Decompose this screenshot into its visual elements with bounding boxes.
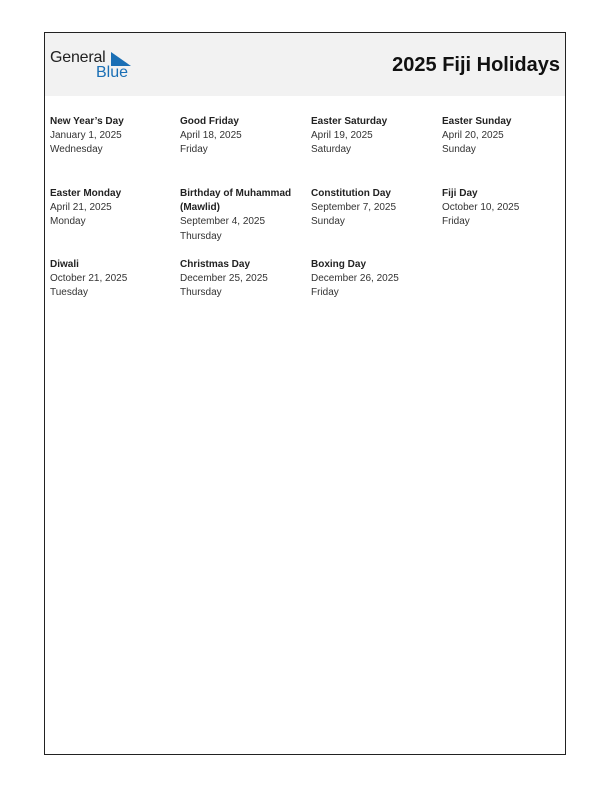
holiday-item <box>442 187 568 230</box>
holiday-item <box>311 115 437 158</box>
generalblue-logo <box>50 49 140 83</box>
holiday-weekday: Tuesday <box>50 287 88 299</box>
holiday-name: Christmas Day <box>180 259 251 270</box>
holiday-name: Easter Monday <box>50 188 122 199</box>
holiday-weekday: Saturday <box>311 144 352 156</box>
holiday-date: October 21, 2025 <box>50 273 128 285</box>
holiday-name: Good Friday <box>180 116 239 127</box>
holiday-item <box>311 258 437 301</box>
holiday-date: December 25, 2025 <box>180 273 268 285</box>
logo-text-general: General <box>50 49 106 66</box>
holiday-name: Easter Sunday <box>442 116 512 127</box>
holiday-name: Birthday of Muhammad (Mawlid) <box>180 188 292 214</box>
holiday-weekday: Thursday <box>180 287 222 299</box>
holiday-date: April 19, 2025 <box>311 130 373 142</box>
holiday-weekday: Friday <box>311 287 339 299</box>
holiday-item <box>50 258 176 301</box>
holiday-item <box>311 187 437 230</box>
holiday-date: January 1, 2025 <box>50 130 122 142</box>
holiday-date: October 10, 2025 <box>442 202 520 214</box>
holiday-name: Fiji Day <box>442 188 478 199</box>
holiday-name: New Year’s Day <box>50 116 124 127</box>
holiday-item <box>180 258 306 301</box>
holiday-name: Easter Saturday <box>311 116 388 127</box>
holiday-item <box>180 115 306 158</box>
page-frame <box>44 32 566 755</box>
holiday-date: September 4, 2025 <box>180 216 266 228</box>
holiday-name: Boxing Day <box>311 259 367 270</box>
logo-text-blue: Blue <box>96 64 129 81</box>
holiday-weekday: Thursday <box>180 230 222 242</box>
holiday-item <box>442 115 568 158</box>
holiday-weekday: Friday <box>180 144 208 156</box>
holiday-date: April 21, 2025 <box>50 202 112 214</box>
holiday-date: September 7, 2025 <box>311 202 397 214</box>
holiday-date: December 26, 2025 <box>311 273 399 285</box>
holiday-item <box>180 187 306 244</box>
holiday-name: Constitution Day <box>311 188 391 199</box>
holiday-weekday: Sunday <box>442 144 476 156</box>
holiday-weekday: Wednesday <box>50 144 103 156</box>
header <box>45 33 565 96</box>
holiday-date: April 20, 2025 <box>442 130 504 142</box>
holiday-weekday: Friday <box>442 216 470 228</box>
page-title: 2025 Fiji Holidays <box>392 54 560 76</box>
holiday-item <box>50 187 176 230</box>
holiday-weekday: Sunday <box>311 216 345 228</box>
holiday-weekday: Monday <box>50 216 86 228</box>
holiday-item <box>50 115 176 158</box>
holiday-date: April 18, 2025 <box>180 130 242 142</box>
holiday-name: Diwali <box>50 259 79 270</box>
